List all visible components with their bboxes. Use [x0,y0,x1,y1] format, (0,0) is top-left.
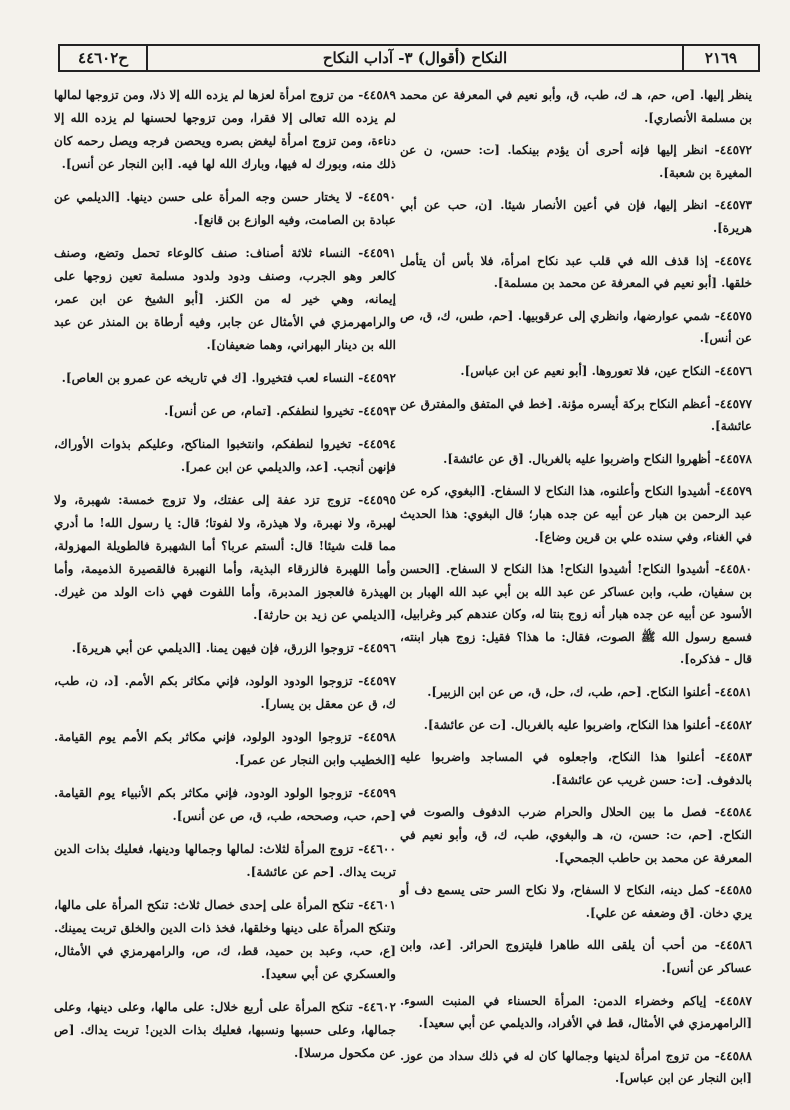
hadith-entry: ٤٤٥٩٦- تزوجوا الزرق، فإن فيهن يمنا. [الديلمي عن أبي هريرة]. [71,641,396,655]
hadith-text: شمي عوارضها، وانظري إلى عرقوبيها. [حم، طس، ك، ق، ص عن أنس]. [400,308,752,346]
hadith-number: ٤٤٥٩٣ [363,404,396,418]
hadith-text: من تزوج امرأة لدينها وجمالها كان له في ذلك سداد من عوز. [ابن النجار عن ابن عباس]. [400,1048,752,1086]
hadith-entry: ٤٤٥٧٧- أعظم النكاح بركة أيسره مؤنة. [خط في المتفق والمفترق عن عائشة]. [400,396,752,434]
running-title: النكاح (أقوال) ٣- آداب النكاح [322,48,508,67]
hadith-entry: ٤٤٥٩١- النساء ثلاثة أصناف: صنف كالوعاء تحمل وتضع، وصنف كالعر وهو الجرب، وصنف ودود ولدود مسلمة تعين زوجها على إيمانه، وهي خير له من الكنز. [أبو الشيخ عن ابن عمر، والرامهرمزي في الأمثال عن جابر، وفيه أرطاة بن المنذر عن عبد الله بن دينار البهراني، وهما ضعيفان]. [54,246,397,352]
hadith-entry: ٤٤٥٨٣- أعلنوا هذا النكاح، واجعلوه في المساجد واضربوا عليه بالدفوف. [ت: حسن غريب عن عائشة]. [400,750,752,787]
hadith-number: ٤٤٥٧٣ [719,198,752,213]
hadith-number: ٤٤٥٨٠ [719,562,752,577]
hadith-number: ٤٤٥٧٢ [719,143,752,158]
hadith-number: ٤٤٥٨٤ [719,805,752,820]
hadith-entry: ٤٤٥٨٢- أعلنوا هذا النكاح، واضربوا عليه بالغربال. [ت عن عائشة]. [423,717,752,732]
hadith-number: ٤٤٥٧٤ [719,253,752,268]
hadith-entry: ٤٤٥٩٠- لا يختار حسن وجه المرأة على حسن دينها. [الديلمي عن عبادة بن الصامت، وفيه الوازع بن قانع]. [54,190,396,227]
hadith-entry: ٤٤٥٩٨- تزوجوا الودود الولود، فإني مكاثر بكم الأمم يوم القيامة. [الخطيب وابن النجار عن عمر]. [54,730,396,767]
hadith-text: أعلنوا هذا النكاح، واضربوا عليه بالغربال. [ت عن عائشة]. [423,717,711,732]
hadith-entry: ٤٤٥٧٢- انظر إليها فإنه أحرى أن يؤدم بينكما. [ت: حسن، ن عن المغيرة بن شعبة]. [400,143,752,180]
hadith-number: ٤٤٦٠٢ [363,1000,396,1014]
hadith-number: ٤٤٥٨٥ [719,883,752,898]
hadith-text: كمل دينه، النكاح لا السفاح، ولا نكاح السر حتى يسمع دف أو يري دخان. [ق وضعفه عن علي]. [400,883,752,920]
hadith-text: انظر إليها، فإن في أعين الأنصار شيئا. [ن، حب عن أبي هريرة]. [400,198,752,235]
hadith-text: تزوجوا الودود الولود، فإني مكاثر بكم الأمم. [د، ن، طب، ك، ق عن معقل بن يسار]. [54,674,396,711]
hadith-text: أعظم النكاح بركة أيسره مؤنة. [خط في المتفق والمفترق عن عائشة]. [400,396,752,434]
hadith-entry: ٤٤٥٩٢- النساء لعب فتخيروا. [ك في تاريخه عن عمرو بن العاص]. [61,371,396,385]
hadith-number: ٤٤٥٧٥ [719,308,752,323]
hadith-entry: ٤٤٦٠٢- تنكح المرأة على أربع خلال: على مالها، وعلى دينها، وعلى جمالها، وعلى حسبها ونسبها، فعليك بذات الدين! تربت يداك. [ص عن مكحول مرسلا]. [54,1000,396,1060]
hadith-entry: ٤٤٥٧٨- أظهروا النكاح واضربوا عليه بالغربال. [ق عن عائشة]. [443,451,752,466]
hadith-entry: ٤٤٥٧٥- شمي عوارضها، وانظري إلى عرقوبيها. [حم، طس، ك، ق، ص عن أنس]. [400,308,752,346]
hadith-range-code: ح٤٤٦٠٢ [60,46,148,70]
hadith-number: ٤٤٥٩٢ [363,371,396,385]
hadith-number: ٤٤٥٩١ [363,246,397,260]
hadith-text: النساء لعب فتخيروا. [ك في تاريخه عن عمرو بن العاص]. [61,371,354,385]
hadith-text: النكاح عين، فلا تعوروها. [أبو نعيم عن ابن عباس]. [460,363,711,378]
hadith-text: إذا قذف الله في قلب عبد نكاح امرأة، فلا بأس أن يتأمل خلقها. [أبو نعيم في المعرفة عن محمد بن مسلمة]. [400,253,752,291]
hadith-number: ٤٤٥٩٨ [363,730,396,744]
hadith-text: تزوج المرأة لثلاث: لمالها وجمالها ودينها، فعليك بذات الدين تربت يداك. [حم عن عائشة]. [54,842,396,879]
hadith-entry: ٤٤٥٨٠- أشيدوا النكاح! أشيدوا النكاح! هذا النكاح لا السفاح. [الحسن بن سفيان، طب، وابن عساكر عن عبد الله بن أبي عبد الله الهبار بن الأسود عن أبيه عن جده هبار أنه زوج بنتا له، وكان عندهم كبر وغرابيل، فسمع رسول الله ﷺ الصوت، فقال: ما هذا؟ فقيل: زوج هبار ابنته، قال - فذكره]. [400,562,752,667]
hadith-number: ٤٤٥٧٩ [719,484,752,499]
hadith-entry: ٤٤٥٨٦- من أحب أن يلقى الله طاهرا فليتزوج الحرائر. [عد، وابن عساكر عن أنس]. [400,938,752,975]
hadith-number: ٤٤٥٧٧ [719,396,752,411]
hadith-number: ٤٤٦٠٠ [363,842,396,856]
hadith-number: ٤٤٥٨٧ [719,993,752,1008]
hadith-text: إياكم وخضراء الدمن: المرأة الحسناء في المنبت السوء. [الرامهرمزي في الأمثال، قط في الأفراد، والديلمي عن أبي سعيد]. [400,993,752,1031]
hadith-text: انظر إليها فإنه أحرى أن يؤدم بينكما. [ت: حسن، ن عن المغيرة بن شعبة]. [400,143,752,180]
hadith-entry: ٤٤٥٩٣- تخيروا لنطفكم. [تمام، ص عن أنس]. [164,404,396,418]
hadith-entry: ٤٤٥٨١- أعلنوا النكاح. [حم، طب، ك، حل، ق، ص عن ابن الزبير]. [427,685,752,700]
hadith-number: ٤٤٥٨٣ [719,750,752,765]
hadith-text: أشيدوا النكاح! أشيدوا النكاح! هذا النكاح لا السفاح. [الحسن بن سفيان، طب، وابن عساكر عن عبد الله بن أبي عبد الله الهبار بن الأسود عن أبيه عن جده هبار أنه زوج بنتا له، وكان عندهم كبر وغرابيل، فسمع رسول الله ﷺ الصوت، فقال: ما هذا؟ فقيل: زوج هبار ابنته، قال - فذكره]. [400,562,752,667]
hadith-number: ٤٤٥٩٦ [363,641,396,655]
hadith-number: ٤٤٥٨٢ [719,717,752,732]
page-header [58,44,760,72]
hadith-entry: ٤٤٥٨٧- إياكم وخضراء الدمن: المرأة الحسناء في المنبت السوء. [الرامهرمزي في الأمثال، قط في الأفراد، والديلمي عن أبي سعيد]. [400,993,752,1031]
hadith-text: تخيروا لنطفكم. [تمام، ص عن أنس]. [164,404,354,418]
hadith-entry: ٤٤٥٨٥- كمل دينه، النكاح لا السفاح، ولا نكاح السر حتى يسمع دف أو يري دخان. [ق وضعفه عن علي]. [400,883,752,920]
hadith-text: من أحب أن يلقى الله طاهرا فليتزوج الحرائر. [عد، وابن عساكر عن أنس]. [400,938,752,975]
hadith-text: أعلنوا هذا النكاح، واجعلوه في المساجد واضربوا عليه بالدفوف. [ت: حسن غريب عن عائشة]. [400,750,752,787]
hadith-number: ٤٤٥٩٩ [363,786,396,800]
page-number: ٢١٦٩ [682,46,758,70]
hadith-entry: ٤٤٥٧٤- إذا قذف الله في قلب عبد نكاح امرأة، فلا بأس أن يتأمل خلقها. [أبو نعيم في المعرفة عن محمد بن مسلمة]. [400,253,752,291]
hadith-entry: ٤٤٥٩٧- تزوجوا الودود الولود، فإني مكاثر بكم الأمم. [د، ن، طب، ك، ق عن معقل بن يسار]. [54,674,396,711]
hadith-text: ينظر إليها. [ص، حم، هـ ك، طب، ق، وأبو نعيم في المعرفة عن محمد بن مسلمة الأنصاري]. [400,88,752,125]
left-column [54,84,396,1075]
hadith-text: تنكح المرأة على أربع خلال: على مالها، وعلى دينها، وعلى جمالها، وعلى حسبها ونسبها، فعليك بذات الدين! تربت يداك. [ص عن مكحول مرسلا]. [54,1000,396,1060]
hadith-number: ٤٤٥٩٥ [363,493,396,507]
hadith-number: ٤٤٥٩٤ [363,437,396,451]
hadith-text: من تزوج امرأة لعزها لم يزده الله إلا ذلا، ومن تزوجها لمالها لم يزده الله تعالى إلا فقرا، ومن تزوجها لحسنها لم يزده الله إلا دناءة، ومن تزوج امرأة ليغض بصره ويحصن فرجه ويصل رحمه كان ذلك منه، وبورك له فيها، وبارك الله لها فيه. [ابن النجار عن أنس]. [54,88,396,171]
hadith-text: أعلنوا النكاح. [حم، طب، ك، حل، ق، ص عن ابن الزبير]. [427,685,711,700]
hadith-entry: ٤٤٥٨٨- من تزوج امرأة لدينها وجمالها كان له في ذلك سداد من عوز. [ابن النجار عن ابن عباس]. [400,1048,752,1086]
hadith-text: النساء ثلاثة أصناف: صنف كالوعاء تحمل وتضع، وصنف كالعر وهو الجرب، وصنف ودود ولدود مسلمة تعين زوجها على إيمانه، وهي خير له من الكنز. [أبو الشيخ عن ابن عمر، والرامهرمزي في الأمثال عن جابر، وفيه أرطاة بن المنذر عن عبد الله بن دينار البهراني، وهما ضعيفان]. [54,246,396,352]
hadith-text: لا يختار حسن وجه المرأة على حسن دينها. [الديلمي عن عبادة بن الصامت، وفيه الوازع بن قانع]. [54,190,396,227]
hadith-text: تزوجوا الزرق، فإن فيهن يمنا. [الديلمي عن أبي هريرة]. [71,641,354,655]
hadith-entry: ٤٤٥٩٥- تزوج تزد عفة إلى عفتك، ولا تزوج خمسة: شهبرة، ولا لهبرة، ولا نهبرة، ولا هيذرة، ولا لفوتا؛ قال: يا رسول الله! ما أدري مما قلت شيئا! قال: ألستم عربا؟ أما الشهبرة فالطويلة المهزولة، وأما اللهبرة فالزرقاء البذية، وأما النهبرة فالقصيرة الذميمة، وأما الهيذرة فالعجوز المدبرة، وأما اللفوت فهي ذات الولد من غيرك. [الديلمي عن زيد بن حارثة]. [54,493,396,622]
hadith-text: أشيدوا النكاح وأعلنوه، هذا النكاح لا السفاح. [البغوي، كره عن عبد الرحمن بن هبار عن أبيه عن جده هبار؛ قال البغوي: هذا الحديث في الغناء، وفي سنده علي بن قرين وضاع]. [400,484,752,544]
hadith-entry [400,84,752,129]
hadith-entry: ٤٤٥٧٩- أشيدوا النكاح وأعلنوه، هذا النكاح لا السفاح. [البغوي، كره عن عبد الرحمن بن هبار عن أبيه عن جده هبار؛ قال البغوي: هذا الحديث في الغناء، وفي سنده علي بن قرين وضاع]. [400,484,752,544]
hadith-number: ٤٤٥٧٦ [719,363,752,378]
hadith-entry: ٤٤٥٧٦- النكاح عين، فلا تعوروها. [أبو نعيم عن ابن عباس]. [460,363,752,378]
hadith-entry: ٤٤٦٠٠- تزوج المرأة لثلاث: لمالها وجمالها ودينها، فعليك بذات الدين تربت يداك. [حم عن عائشة]. [54,842,396,879]
hadith-entry: ٤٤٦٠١- تنكح المرأة على إحدى خصال ثلاث: تنكح المرأة على مالها، وتنكح المرأة على دينها وخلقها، فخذ ذات الدين والخلق تربت يمينك. [ع، حب، وعبد بن حميد، قط، ك، ص، والرامهرمزي في الأمثال، والعسكري عن أبي سعيد]. [54,898,396,981]
hadith-number: ٤٤٦٠١ [363,898,396,912]
hadith-number: ٤٤٥٨٨ [719,1048,752,1063]
hadith-text: تزوجوا الودود الولود، فإني مكاثر بكم الأمم يوم القيامة. [الخطيب وابن النجار عن عمر]. [54,730,396,767]
hadith-number: ٤٤٥٨٦ [719,938,752,953]
hadith-entry: ٤٤٥٨٩- من تزوج امرأة لعزها لم يزده الله إلا ذلا، ومن تزوجها لمالها لم يزده الله تعالى إلا فقرا، ومن تزوجها لحسنها لم يزده الله إلا دناءة، ومن تزوج امرأة ليغض بصره ويحصن فرجه ويصل رحمه كان ذلك منه، وبورك له فيها، وبارك الله لها فيه. [ابن النجار عن أنس]. [54,88,396,171]
right-column [400,84,752,1100]
hadith-number: ٤٤٥٨١ [719,685,752,700]
hadith-number: ٤٤٥٩٠ [363,190,396,204]
hadith-text: تنكح المرأة على إحدى خصال ثلاث: تنكح المرأة على مالها، وتنكح المرأة على دينها وخلقها، فخذ ذات الدين والخلق تربت يمينك. [ع، حب، وعبد بن حميد، قط، ك، ص، والرامهرمزي في الأمثال، والعسكري عن أبي سعيد]. [54,898,396,981]
hadith-entry: ٤٤٥٨٤- فصل ما بين الحلال والحرام ضرب الدفوف والصوت في النكاح. [حم، ت: حسن، ن، هـ والبغوي، طب، ك، ق، وأبو نعيم في المعرفة عن محمد بن حاطب الجمحي]. [400,805,752,865]
hadith-text: تزوجوا الولود الودود، فإني مكاثر بكم الأنبياء يوم القيامة. [حم، حب، وصححه، طب، ق، ص عن أنس]. [54,786,396,823]
hadith-text: تخيروا لنطفكم، وانتخبوا المناكح، وعليكم بذوات الأوراك، فإنهن أنجب. [عد، والديلمي عن ابن عمر]. [54,437,396,474]
hadith-number: ٤٤٥٧٨ [719,451,752,466]
hadith-text: فصل ما بين الحلال والحرام ضرب الدفوف والصوت في النكاح. [حم، ت: حسن، ن، هـ والبغوي، طب، ك، ق، وأبو نعيم في المعرفة عن محمد بن حاطب الجمحي]. [400,805,752,865]
hadith-entry: ٤٤٥٧٣- انظر إليها، فإن في أعين الأنصار شيئا. [ن، حب عن أبي هريرة]. [400,198,752,235]
hadith-entry: ٤٤٥٩٤- تخيروا لنطفكم، وانتخبوا المناكح، وعليكم بذوات الأوراك، فإنهن أنجب. [عد، والديلمي عن ابن عمر]. [54,437,396,474]
hadith-number: ٤٤٥٩٧ [363,674,396,688]
hadith-number: ٤٤٥٨٩ [363,88,396,102]
hadith-text: تزوج تزد عفة إلى عفتك، ولا تزوج خمسة: شهبرة، ولا لهبرة، ولا نهبرة، ولا هيذرة، ولا لفوتا؛ قال: يا رسول الله! ما أدري مما قلت شيئا! قال: ألستم عربا؟ أما الشهبرة فالطويلة المهزولة، وأما اللهبرة فالزرقاء البذية، وأما النهبرة فالقصيرة الذميمة، وأما الهيذرة فالعجوز المدبرة، وأما اللفوت فهي ذات الولد من غيرك. [الديلمي عن زيد بن حارثة]. [54,493,396,622]
hadith-entry: ٤٤٥٩٩- تزوجوا الولود الودود، فإني مكاثر بكم الأنبياء يوم القيامة. [حم، حب، وصححه، طب، ق، ص عن أنس]. [54,786,396,823]
hadith-text: أظهروا النكاح واضربوا عليه بالغربال. [ق عن عائشة]. [443,451,711,466]
